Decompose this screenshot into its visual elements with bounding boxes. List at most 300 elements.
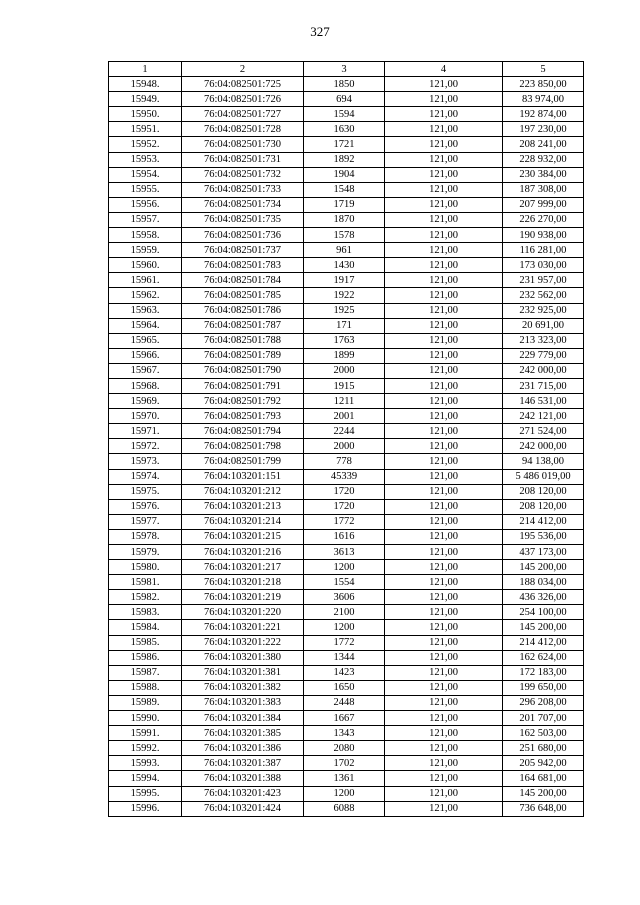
value-cell: 83 974,00 (503, 92, 584, 107)
value-cell: 208 120,00 (503, 499, 584, 514)
table-row (109, 378, 584, 393)
area-cell: 1772 (304, 635, 385, 650)
rate-cell: 121,00 (385, 363, 503, 378)
cadastral-number-cell: 76:04:082501:737 (182, 243, 304, 258)
row-number-cell: 15986. (109, 650, 182, 665)
rate-cell: 121,00 (385, 439, 503, 454)
table-row (109, 545, 584, 560)
row-number-cell: 15964. (109, 318, 182, 333)
cadastral-number-cell: 76:04:082501:736 (182, 228, 304, 243)
value-cell: 436 326,00 (503, 590, 584, 605)
row-number-cell: 15966. (109, 348, 182, 363)
table-row (109, 167, 584, 182)
value-cell: 296 208,00 (503, 695, 584, 710)
rate-cell: 121,00 (385, 152, 503, 167)
cadastral-number-cell: 76:04:082501:725 (182, 77, 304, 92)
value-cell: 164 681,00 (503, 771, 584, 786)
table-row (109, 137, 584, 152)
table-row (109, 92, 584, 107)
table-row (109, 635, 584, 650)
rate-cell: 121,00 (385, 575, 503, 590)
area-cell: 1430 (304, 258, 385, 273)
value-cell: 228 932,00 (503, 152, 584, 167)
value-cell: 173 030,00 (503, 258, 584, 273)
area-cell: 1721 (304, 137, 385, 152)
row-number-cell: 15956. (109, 197, 182, 212)
table-header (109, 62, 584, 77)
row-number-cell: 15974. (109, 469, 182, 484)
row-number-cell: 15961. (109, 273, 182, 288)
table-row (109, 303, 584, 318)
table-row (109, 197, 584, 212)
cadastral-number-cell: 76:04:103201:424 (182, 801, 304, 816)
value-cell: 242 000,00 (503, 439, 584, 454)
table-row (109, 182, 584, 197)
cadastral-number-cell: 76:04:103201:385 (182, 726, 304, 741)
value-cell: 205 942,00 (503, 756, 584, 771)
rate-cell: 121,00 (385, 741, 503, 756)
row-number-cell: 15976. (109, 499, 182, 514)
rate-cell: 121,00 (385, 711, 503, 726)
area-cell: 1200 (304, 620, 385, 635)
row-number-cell: 15958. (109, 228, 182, 243)
value-cell: 226 270,00 (503, 212, 584, 227)
rate-cell: 121,00 (385, 484, 503, 499)
value-cell: 242 000,00 (503, 363, 584, 378)
cadastral-number-cell: 76:04:103201:151 (182, 469, 304, 484)
table-row (109, 107, 584, 122)
rate-cell: 121,00 (385, 454, 503, 469)
rate-cell: 121,00 (385, 394, 503, 409)
table-row (109, 228, 584, 243)
area-cell: 3606 (304, 590, 385, 605)
area-cell: 1917 (304, 273, 385, 288)
value-cell: 162 503,00 (503, 726, 584, 741)
row-number-cell: 15995. (109, 786, 182, 801)
value-cell: 187 308,00 (503, 182, 584, 197)
rate-cell: 121,00 (385, 771, 503, 786)
table-row (109, 243, 584, 258)
table-row (109, 454, 584, 469)
table-row (109, 258, 584, 273)
cadastral-number-cell: 76:04:103201:220 (182, 605, 304, 620)
row-number-cell: 15975. (109, 484, 182, 499)
row-number-cell: 15962. (109, 288, 182, 303)
cadastral-number-cell: 76:04:082501:794 (182, 424, 304, 439)
value-cell: 146 531,00 (503, 394, 584, 409)
rate-cell: 121,00 (385, 620, 503, 635)
row-number-cell: 15948. (109, 77, 182, 92)
table-row (109, 726, 584, 741)
row-number-cell: 15993. (109, 756, 182, 771)
value-cell: 229 779,00 (503, 348, 584, 363)
row-number-cell: 15950. (109, 107, 182, 122)
area-cell: 1548 (304, 182, 385, 197)
value-cell: 192 874,00 (503, 107, 584, 122)
table-row (109, 575, 584, 590)
table-row (109, 620, 584, 635)
cadastral-number-cell: 76:04:103201:380 (182, 650, 304, 665)
row-number-cell: 15952. (109, 137, 182, 152)
row-number-cell: 15967. (109, 363, 182, 378)
cadastral-number-cell: 76:04:103201:382 (182, 680, 304, 695)
cadastral-number-cell: 76:04:082501:726 (182, 92, 304, 107)
row-number-cell: 15971. (109, 424, 182, 439)
area-cell: 1616 (304, 529, 385, 544)
value-cell: 214 412,00 (503, 635, 584, 650)
value-cell: 208 241,00 (503, 137, 584, 152)
value-cell: 162 624,00 (503, 650, 584, 665)
rate-cell: 121,00 (385, 107, 503, 122)
rate-cell: 121,00 (385, 182, 503, 197)
rate-cell: 121,00 (385, 695, 503, 710)
value-cell: 201 707,00 (503, 711, 584, 726)
table-row (109, 318, 584, 333)
row-number-cell: 15954. (109, 167, 182, 182)
row-number-cell: 15960. (109, 258, 182, 273)
rate-cell: 121,00 (385, 590, 503, 605)
column-header: 5 (503, 62, 584, 77)
value-cell: 736 648,00 (503, 801, 584, 816)
value-cell: 213 323,00 (503, 333, 584, 348)
cadastral-number-cell: 76:04:082501:731 (182, 152, 304, 167)
rate-cell: 121,00 (385, 318, 503, 333)
table-row (109, 212, 584, 227)
area-cell: 694 (304, 92, 385, 107)
cadastral-number-cell: 76:04:103201:214 (182, 514, 304, 529)
value-cell: 214 412,00 (503, 514, 584, 529)
value-cell: 251 680,00 (503, 741, 584, 756)
cadastral-number-cell: 76:04:103201:212 (182, 484, 304, 499)
table-row (109, 680, 584, 695)
value-cell: 231 715,00 (503, 378, 584, 393)
table-row (109, 122, 584, 137)
rate-cell: 121,00 (385, 378, 503, 393)
area-cell: 1630 (304, 122, 385, 137)
table-row (109, 409, 584, 424)
value-cell: 271 524,00 (503, 424, 584, 439)
value-cell: 437 173,00 (503, 545, 584, 560)
area-cell: 1772 (304, 514, 385, 529)
value-cell: 94 138,00 (503, 454, 584, 469)
value-cell: 145 200,00 (503, 560, 584, 575)
area-cell: 1720 (304, 484, 385, 499)
area-cell: 2001 (304, 409, 385, 424)
row-number-cell: 15983. (109, 605, 182, 620)
area-cell: 1200 (304, 560, 385, 575)
header-row (109, 62, 584, 77)
table-row (109, 665, 584, 680)
area-cell: 2000 (304, 363, 385, 378)
rate-cell: 121,00 (385, 635, 503, 650)
row-number-cell: 15991. (109, 726, 182, 741)
area-cell: 1667 (304, 711, 385, 726)
cadastral-number-cell: 76:04:082501:789 (182, 348, 304, 363)
cadastral-number-cell: 76:04:103201:384 (182, 711, 304, 726)
value-cell: 199 650,00 (503, 680, 584, 695)
cadastral-number-cell: 76:04:103201:219 (182, 590, 304, 605)
rate-cell: 121,00 (385, 228, 503, 243)
rate-cell: 121,00 (385, 514, 503, 529)
table-row (109, 605, 584, 620)
area-cell: 961 (304, 243, 385, 258)
cadastral-number-cell: 76:04:082501:732 (182, 167, 304, 182)
value-cell: 145 200,00 (503, 786, 584, 801)
value-cell: 116 281,00 (503, 243, 584, 258)
rate-cell: 121,00 (385, 605, 503, 620)
row-number-cell: 15957. (109, 212, 182, 227)
area-cell: 1899 (304, 348, 385, 363)
table-body (109, 77, 584, 817)
table-row (109, 152, 584, 167)
cadastral-number-cell: 76:04:103201:222 (182, 635, 304, 650)
area-cell: 1702 (304, 756, 385, 771)
cadastral-number-cell: 76:04:082501:790 (182, 363, 304, 378)
area-cell: 1594 (304, 107, 385, 122)
area-cell: 1925 (304, 303, 385, 318)
rate-cell: 121,00 (385, 424, 503, 439)
rate-cell: 121,00 (385, 786, 503, 801)
table-row (109, 801, 584, 816)
table-row (109, 424, 584, 439)
area-cell: 1904 (304, 167, 385, 182)
rate-cell: 121,00 (385, 529, 503, 544)
column-header: 2 (182, 62, 304, 77)
table-row (109, 529, 584, 544)
value-cell: 208 120,00 (503, 484, 584, 499)
cadastral-number-cell: 76:04:103201:387 (182, 756, 304, 771)
area-cell: 1344 (304, 650, 385, 665)
cadastral-number-cell: 76:04:082501:785 (182, 288, 304, 303)
rate-cell: 121,00 (385, 409, 503, 424)
table-row (109, 439, 584, 454)
rate-cell: 121,00 (385, 212, 503, 227)
cadastral-number-cell: 76:04:082501:730 (182, 137, 304, 152)
cadastral-number-cell: 76:04:103201:383 (182, 695, 304, 710)
value-cell: 232 925,00 (503, 303, 584, 318)
row-number-cell: 15968. (109, 378, 182, 393)
cadastral-number-cell: 76:04:103201:218 (182, 575, 304, 590)
cadastral-number-cell: 76:04:082501:799 (182, 454, 304, 469)
table-row (109, 499, 584, 514)
cadastral-number-cell: 76:04:103201:381 (182, 665, 304, 680)
table-row (109, 273, 584, 288)
table-row (109, 741, 584, 756)
cadastral-number-cell: 76:04:082501:784 (182, 273, 304, 288)
row-number-cell: 15987. (109, 665, 182, 680)
rate-cell: 121,00 (385, 756, 503, 771)
area-cell: 2000 (304, 439, 385, 454)
area-cell: 1720 (304, 499, 385, 514)
area-cell: 2100 (304, 605, 385, 620)
area-cell: 2448 (304, 695, 385, 710)
area-cell: 1650 (304, 680, 385, 695)
row-number-cell: 15965. (109, 333, 182, 348)
value-cell: 188 034,00 (503, 575, 584, 590)
area-cell: 778 (304, 454, 385, 469)
area-cell: 1423 (304, 665, 385, 680)
rate-cell: 121,00 (385, 167, 503, 182)
row-number-cell: 15973. (109, 454, 182, 469)
cadastral-number-cell: 76:04:103201:423 (182, 786, 304, 801)
value-cell: 195 536,00 (503, 529, 584, 544)
table-row (109, 560, 584, 575)
row-number-cell: 15978. (109, 529, 182, 544)
column-header: 1 (109, 62, 182, 77)
rate-cell: 121,00 (385, 499, 503, 514)
row-number-cell: 15994. (109, 771, 182, 786)
table-row (109, 348, 584, 363)
row-number-cell: 15969. (109, 394, 182, 409)
rate-cell: 121,00 (385, 469, 503, 484)
table-row (109, 363, 584, 378)
area-cell: 45339 (304, 469, 385, 484)
area-cell: 6088 (304, 801, 385, 816)
rate-cell: 121,00 (385, 92, 503, 107)
rate-cell: 121,00 (385, 303, 503, 318)
cadastral-number-cell: 76:04:103201:216 (182, 545, 304, 560)
area-cell: 1343 (304, 726, 385, 741)
page-number: 327 (310, 24, 330, 39)
row-number-cell: 15977. (109, 514, 182, 529)
cadastral-number-cell: 76:04:082501:735 (182, 212, 304, 227)
row-number-cell: 15959. (109, 243, 182, 258)
value-cell: 197 230,00 (503, 122, 584, 137)
cadastral-number-cell: 76:04:082501:793 (182, 409, 304, 424)
rate-cell: 121,00 (385, 288, 503, 303)
table-row (109, 333, 584, 348)
row-number-cell: 15979. (109, 545, 182, 560)
row-number-cell: 15990. (109, 711, 182, 726)
cadastral-number-cell: 76:04:103201:386 (182, 741, 304, 756)
rate-cell: 121,00 (385, 726, 503, 741)
rate-cell: 121,00 (385, 650, 503, 665)
rate-cell: 121,00 (385, 137, 503, 152)
cadastral-number-cell: 76:04:082501:733 (182, 182, 304, 197)
row-number-cell: 15970. (109, 409, 182, 424)
value-cell: 232 562,00 (503, 288, 584, 303)
value-cell: 172 183,00 (503, 665, 584, 680)
rate-cell: 121,00 (385, 801, 503, 816)
cadastral-number-cell: 76:04:103201:217 (182, 560, 304, 575)
cadastral-number-cell: 76:04:082501:727 (182, 107, 304, 122)
area-cell: 1361 (304, 771, 385, 786)
cadastral-number-cell: 76:04:082501:734 (182, 197, 304, 212)
table-row (109, 695, 584, 710)
table-row (109, 650, 584, 665)
rate-cell: 121,00 (385, 122, 503, 137)
rate-cell: 121,00 (385, 197, 503, 212)
cadastral-number-cell: 76:04:082501:728 (182, 122, 304, 137)
cadastral-number-cell: 76:04:082501:787 (182, 318, 304, 333)
column-header: 3 (304, 62, 385, 77)
value-cell: 5 486 019,00 (503, 469, 584, 484)
row-number-cell: 15951. (109, 122, 182, 137)
table-row (109, 590, 584, 605)
row-number-cell: 15984. (109, 620, 182, 635)
area-cell: 1578 (304, 228, 385, 243)
area-cell: 1850 (304, 77, 385, 92)
rate-cell: 121,00 (385, 560, 503, 575)
value-cell: 207 999,00 (503, 197, 584, 212)
area-cell: 2244 (304, 424, 385, 439)
value-cell: 20 691,00 (503, 318, 584, 333)
row-number-cell: 15982. (109, 590, 182, 605)
row-number-cell: 15949. (109, 92, 182, 107)
area-cell: 1915 (304, 378, 385, 393)
land-plot-table (108, 61, 584, 817)
rate-cell: 121,00 (385, 545, 503, 560)
cadastral-number-cell: 76:04:082501:788 (182, 333, 304, 348)
area-cell: 2080 (304, 741, 385, 756)
value-cell: 254 100,00 (503, 605, 584, 620)
table-row (109, 514, 584, 529)
value-cell: 190 938,00 (503, 228, 584, 243)
area-cell: 3613 (304, 545, 385, 560)
cadastral-number-cell: 76:04:082501:786 (182, 303, 304, 318)
area-cell: 1892 (304, 152, 385, 167)
table-row (109, 484, 584, 499)
row-number-cell: 15972. (109, 439, 182, 454)
row-number-cell: 15980. (109, 560, 182, 575)
table-row (109, 786, 584, 801)
row-number-cell: 15996. (109, 801, 182, 816)
rate-cell: 121,00 (385, 333, 503, 348)
cadastral-number-cell: 76:04:082501:791 (182, 378, 304, 393)
area-cell: 171 (304, 318, 385, 333)
cadastral-number-cell: 76:04:082501:792 (182, 394, 304, 409)
table-row (109, 394, 584, 409)
area-cell: 1870 (304, 212, 385, 227)
area-cell: 1719 (304, 197, 385, 212)
area-cell: 1200 (304, 786, 385, 801)
cadastral-number-cell: 76:04:103201:215 (182, 529, 304, 544)
row-number-cell: 15955. (109, 182, 182, 197)
rate-cell: 121,00 (385, 243, 503, 258)
value-cell: 223 850,00 (503, 77, 584, 92)
rate-cell: 121,00 (385, 680, 503, 695)
row-number-cell: 15953. (109, 152, 182, 167)
cadastral-number-cell: 76:04:103201:213 (182, 499, 304, 514)
rate-cell: 121,00 (385, 258, 503, 273)
value-cell: 145 200,00 (503, 620, 584, 635)
row-number-cell: 15992. (109, 741, 182, 756)
table-row (109, 711, 584, 726)
rate-cell: 121,00 (385, 348, 503, 363)
row-number-cell: 15985. (109, 635, 182, 650)
cadastral-number-cell: 76:04:082501:783 (182, 258, 304, 273)
cadastral-number-cell: 76:04:082501:798 (182, 439, 304, 454)
area-cell: 1554 (304, 575, 385, 590)
column-header: 4 (385, 62, 503, 77)
area-cell: 1922 (304, 288, 385, 303)
cadastral-number-cell: 76:04:103201:221 (182, 620, 304, 635)
rate-cell: 121,00 (385, 273, 503, 288)
table-row (109, 771, 584, 786)
rate-cell: 121,00 (385, 77, 503, 92)
table-row (109, 469, 584, 484)
row-number-cell: 15988. (109, 680, 182, 695)
table-row (109, 77, 584, 92)
value-cell: 230 384,00 (503, 167, 584, 182)
cadastral-number-cell: 76:04:103201:388 (182, 771, 304, 786)
row-number-cell: 15981. (109, 575, 182, 590)
rate-cell: 121,00 (385, 665, 503, 680)
row-number-cell: 15963. (109, 303, 182, 318)
area-cell: 1211 (304, 394, 385, 409)
value-cell: 242 121,00 (503, 409, 584, 424)
table-row (109, 756, 584, 771)
